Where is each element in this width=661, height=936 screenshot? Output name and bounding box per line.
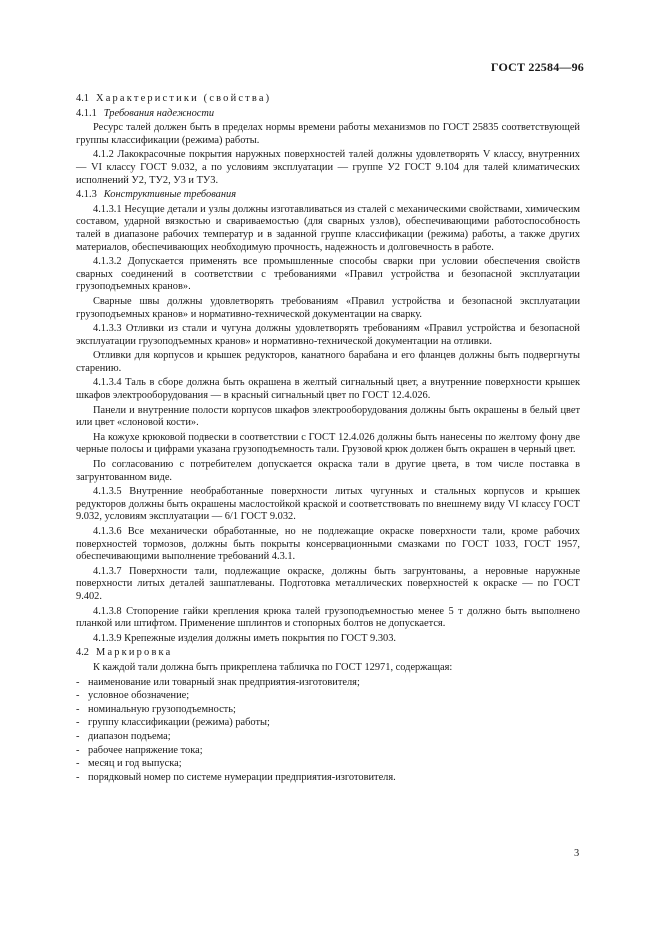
subsection-heading	[76, 189, 580, 202]
heading-number: 4.2	[76, 647, 89, 659]
subsection-heading	[76, 108, 580, 121]
paragraph: По согласованию с потребителем допускается окраска тали в другие цвета, в том числе поставка в загрунтованном виде.	[76, 459, 580, 483]
paragraph: 4.1.3.3 Отливки из стали и чугуна должны удовлетворять требованиям «Правил устройства и безопасной эксплуатации грузоподъемных кранов» и нормативно-технической документации на отливки.	[76, 323, 580, 347]
paragraph: 4.1.3.8 Стопорение гайки крепления крюка талей грузоподъемностью менее 5 т должно быть выполнено планкой или штифтом. Применение шплинтов и стопорных болтов не допускается.	[76, 605, 580, 630]
list-item-text: рабочее напряжение тока;	[88, 744, 203, 756]
paragraph: Ресурс талей должен быть в пределах нормы времени работы механизмов по ГОСТ 25835 соответствующей группы классификации (режима) работы.	[76, 122, 580, 146]
document-body	[76, 93, 580, 785]
list-dash: -	[76, 744, 80, 756]
paragraph: 4.1.3.4 Таль в сборе должна быть окрашена в желтый сигнальный цвет, а внутренние поверхности крышек шкафов электрооборудования — в красный сигнальный цвет по ГОСТ 12.4.026.	[76, 377, 580, 402]
list-dash: -	[76, 758, 80, 770]
list-item-text: условное обозначение;	[88, 690, 190, 702]
list-item	[76, 690, 580, 703]
paragraph: 4.1.3.5 Внутренние необработанные поверхности литых чугунных и стальных корпусов и крышек редукторов должны быть окрашены маслостойкой краской и соответствовать по внешнему виду VI классу ГОСТ 9.032, условиям эксплуатации — 6/1 ГОСТ 9.032.	[76, 486, 580, 523]
paragraph: Сварные швы должны удовлетворять требованиям «Правил устройства и безопасной эксплуатации грузоподъемных кранов» и нормативно-технической документации на сварку.	[76, 295, 580, 320]
paragraph: Отливки для корпусов и крышек редукторов, канатного барабана и его фланцев должны быть подвергнуты старению.	[76, 350, 580, 374]
list-item	[76, 704, 580, 717]
paragraph: Панели и внутренние полости корпусов шкафов электрооборудования должны быть окрашены в белый цвет или цвет «слоновой кости».	[76, 404, 580, 429]
list-item	[76, 731, 580, 744]
list-item	[76, 745, 580, 758]
heading-text: Конструктивные требования	[103, 189, 237, 201]
paragraph: 4.1.3.9 Крепежные изделия должны иметь покрытия по ГОСТ 9.303.	[93, 632, 397, 644]
list-dash: -	[76, 771, 80, 783]
paragraph: 4.1.3.1 Несущие детали и узлы должны изготавливаться из сталей с механическими свойствами, химическим составом, ударной вязкостью и свариваемостью (для сварных узлов), обеспечивающими работоспособность талей в диапазоне рабочих температур и в заданной группе классификации (режима) работы, а также других материалов, обеспечивающих необходимую прочность, надежность и долговечность в работе.	[76, 203, 580, 253]
heading-number: 4.1.3	[76, 189, 97, 201]
list-item-text: диапазон подъема;	[88, 730, 171, 742]
list-dash: -	[76, 703, 80, 715]
list-dash: -	[76, 730, 80, 742]
heading-number: 4.1.1	[76, 107, 97, 119]
list-item-text: порядковый номер по системе нумерации предприятия-изготовителя.	[88, 771, 396, 783]
list-dash: -	[76, 690, 80, 702]
paragraph: 4.1.3.6 Все механически обработанные, но не подлежащие окраске поверхности тали, кроме рабочих поверхностей тормозов, должны быть покрыты консервационными смазками по ГОСТ 1033, ГОСТ 1957, обеспечивающими выполнение требований 4.3.1.	[76, 526, 580, 563]
paragraph: К каждой тали должна быть прикреплена табличка по ГОСТ 12971, содержащая:	[93, 661, 453, 673]
list-item-text: месяц и год выпуска;	[88, 758, 182, 770]
list-dash: -	[76, 676, 80, 688]
list-item	[76, 717, 580, 730]
list-item	[76, 758, 580, 771]
section-heading	[76, 647, 580, 660]
document-header: ГОСТ 22584—96	[490, 60, 584, 74]
section-heading	[76, 93, 580, 106]
list-dash: -	[76, 717, 80, 729]
list-item-text: наименование или товарный знак предприятия-изготовителя;	[88, 676, 360, 688]
list-item	[76, 772, 580, 785]
heading-text: Требования надежности	[103, 107, 215, 119]
list-item-text: группу классификации (режима) работы;	[88, 717, 270, 729]
paragraph: 4.1.3.2 Допускается применять все промышленные способы сварки при условии обеспечения свойств сварных соединений в соответствии с требованиями «Правил устройства и безопасной эксплуатации грузоподъемных кранов».	[76, 256, 580, 293]
paragraph: 4.1.3.7 Поверхности тали, подлежащие окраске, должны быть загрунтованы, а неровные наружные поверхности литых деталей зашпатлеваны. Подготовка металлических поверхностей к окраске — по ГОСТ 9.402.	[76, 565, 580, 602]
heading-number: 4.1	[76, 93, 89, 104]
list-item-text: номинальную грузоподъемность;	[88, 703, 236, 715]
list-item	[76, 677, 580, 690]
paragraph: 4.1.2 Лакокрасочные покрытия наружных поверхностей талей должны удовлетворять V классу, внутренних — VI классу ГОСТ 9.032, а по условиям эксплуатации — группе У2 ГОСТ 9.104 для талей климатических исполнений У2, ТУ2, У3 и ТУ3.	[76, 149, 580, 186]
page-number: 3	[574, 848, 580, 859]
heading-text: Маркировка	[96, 647, 173, 659]
paragraph: На кожухе крюковой подвески в соответствии с ГОСТ 12.4.026 должны быть нанесены по желтому фону две черные полосы и цифрами указана грузоподъемность тали. Грузовой крюк должен быть окрашен в черный цвет.	[76, 431, 580, 456]
heading-text: Характеристики (свойства)	[96, 93, 272, 104]
